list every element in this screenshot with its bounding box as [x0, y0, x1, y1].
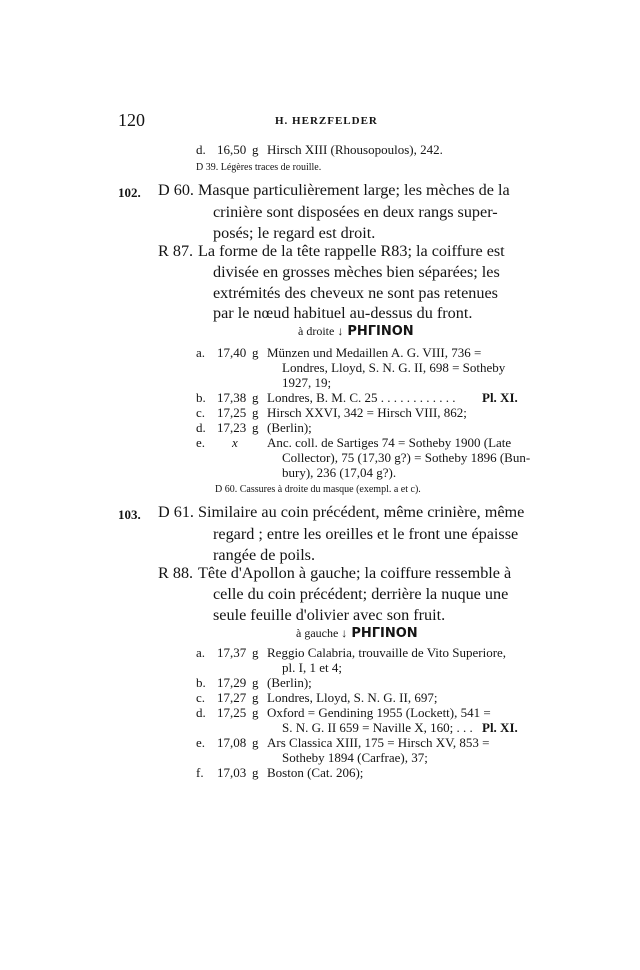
- entry-line-1: Münzen und Medaillen A. G. VIII, 736 =: [267, 345, 482, 360]
- entry-weight: 17,23: [217, 420, 247, 435]
- entry-line-1: Londres, B. M. C. 25 . . . . . . . . . . . .: [267, 390, 456, 405]
- entry-letter: c.: [196, 690, 206, 705]
- entry-letter: a.: [196, 645, 206, 660]
- reverse-die: R 88.: [158, 564, 194, 582]
- legend-text: ΡΗΓΙΝΟΝ: [347, 324, 414, 339]
- entry-unit: g: [252, 345, 259, 360]
- obverse-line-1: Masque particulièrement large; les mèches de la: [198, 181, 510, 199]
- reverse-die: R 87.: [158, 242, 194, 260]
- entry-letter: f.: [196, 765, 204, 780]
- entry-text: Hirsch XIII (Rhousopoulos), 242.: [267, 142, 443, 157]
- entry-line-1: Hirsch XXVI, 342 = Hirsch VIII, 862;: [267, 405, 467, 420]
- entry-unit: g: [252, 420, 259, 435]
- entry-line-1: Reggio Calabria, trouvaille de Vito Superiore,: [267, 645, 507, 660]
- entry-weight: 16,50: [217, 142, 247, 157]
- entry-letter: e.: [196, 735, 206, 750]
- entry-unit: g: [252, 735, 259, 750]
- entry-letter: a.: [196, 345, 206, 360]
- entry-unit: g: [252, 142, 259, 157]
- plate-reference: Pl. XI.: [482, 390, 518, 405]
- legend-text: ΡΗΓΙΝΟΝ: [351, 626, 418, 641]
- entry-weight: 17,08: [217, 735, 247, 750]
- reverse-line-1: Tête d'Apollon à gauche; la coiffure ressemble à: [198, 564, 512, 582]
- entry-unit: g: [252, 765, 259, 780]
- item-number: 102.: [118, 185, 141, 200]
- entry-unit: g: [252, 705, 259, 720]
- entry-letter: b.: [196, 390, 206, 405]
- entry-unit: g: [252, 390, 259, 405]
- entry-weight: 17,29: [217, 675, 247, 690]
- entry-unit: g: [252, 675, 259, 690]
- obverse-line-2: crinière sont disposées en deux rangs super-: [213, 203, 498, 221]
- entry-weight: 17,37: [217, 645, 247, 660]
- entry-weight: 17,27: [217, 690, 247, 705]
- entry-line-1: Boston (Cat. 206);: [267, 765, 364, 780]
- entry-letter: b.: [196, 675, 206, 690]
- entry-unit: g: [252, 405, 259, 420]
- obverse-die: D 61.: [158, 503, 194, 521]
- plate-reference: Pl. XI.: [482, 720, 518, 735]
- reverse-line-2: celle du coin précédent; derrière la nuque une: [213, 585, 509, 603]
- entry-line-1: Anc. coll. de Sartiges 74 = Sotheby 1900 (Late: [267, 435, 512, 450]
- entry-line-1: Londres, Lloyd, S. N. G. II, 697;: [267, 690, 438, 705]
- reverse-line-3: seule feuille d'olivier avec son fruit.: [213, 606, 446, 624]
- reverse-line-1: La forme de la tête rappelle R83; la coiffure est: [198, 242, 505, 260]
- entry-line-1: (Berlin);: [267, 420, 312, 435]
- legend: [296, 624, 418, 642]
- entry-line-1: Oxford = Gendining 1955 (Lockett), 541 =: [267, 705, 491, 720]
- obverse-line-3: rangée de poils.: [213, 546, 316, 564]
- obverse-die: D 60.: [158, 181, 194, 199]
- entry-weight: x: [232, 435, 238, 450]
- reverse-line-2: divisée en grosses mèches bien séparées; les: [213, 263, 500, 281]
- entry-line-2: Londres, Lloyd, S. N. G. II, 698 = Sotheby: [282, 360, 506, 375]
- running-head: H. HERZFELDER: [275, 115, 378, 127]
- entry-line-1: (Berlin);: [267, 675, 312, 690]
- entry-weight: 17,40: [217, 345, 247, 360]
- legend-direction: à droite ↓: [298, 324, 344, 338]
- entry-weight: 17,03: [217, 765, 247, 780]
- entry-letter: d.: [196, 705, 206, 720]
- entry-line-2: S. N. G. II 659 = Naville X, 160; . . .: [282, 720, 473, 735]
- entry-unit: g: [252, 690, 259, 705]
- reverse-line-4: par le nœud habituel au-dessus du front.: [213, 304, 473, 322]
- item-number: 103.: [118, 507, 141, 522]
- obverse-line-2: regard ; entre les oreilles et le front une épaisse: [213, 525, 519, 543]
- entry-line-1: Ars Classica XIII, 175 = Hirsch XV, 853 =: [267, 735, 490, 750]
- legend: [298, 322, 414, 340]
- entry-line-2: Collector), 75 (17,30 g?) = Sotheby 1896 (Bun-: [282, 450, 531, 465]
- entry-letter: e.: [196, 435, 206, 450]
- page-number: 120: [118, 110, 145, 130]
- entry-line-3: 1927, 19;: [282, 375, 332, 390]
- obverse-line-3: posés; le regard est droit.: [213, 224, 376, 242]
- entry-line-2: Sotheby 1894 (Carfrae), 37;: [282, 750, 428, 765]
- legend-direction: à gauche ↓: [296, 626, 348, 640]
- entry-unit: g: [252, 645, 259, 660]
- entry-line-2: pl. I, 1 et 4;: [282, 660, 342, 675]
- entry-letter: d.: [196, 142, 206, 157]
- entry-line-3: bury), 236 (17,04 g?).: [282, 465, 397, 480]
- prev-note: D 39. Légères traces de rouille.: [196, 162, 322, 173]
- entry-weight: 17,25: [217, 405, 247, 420]
- entry-letter: c.: [196, 405, 206, 420]
- obverse-line-1: Similaire au coin précédent, même crinière, même: [198, 503, 525, 521]
- entry-letter: d.: [196, 420, 206, 435]
- reverse-line-3: extrémités des cheveux ne sont pas retenues: [213, 284, 498, 302]
- item-note: D 60. Cassures à droite du masque (exempl. a et c).: [215, 484, 421, 495]
- entry-weight: 17,38: [217, 390, 247, 405]
- entry-weight: 17,25: [217, 705, 247, 720]
